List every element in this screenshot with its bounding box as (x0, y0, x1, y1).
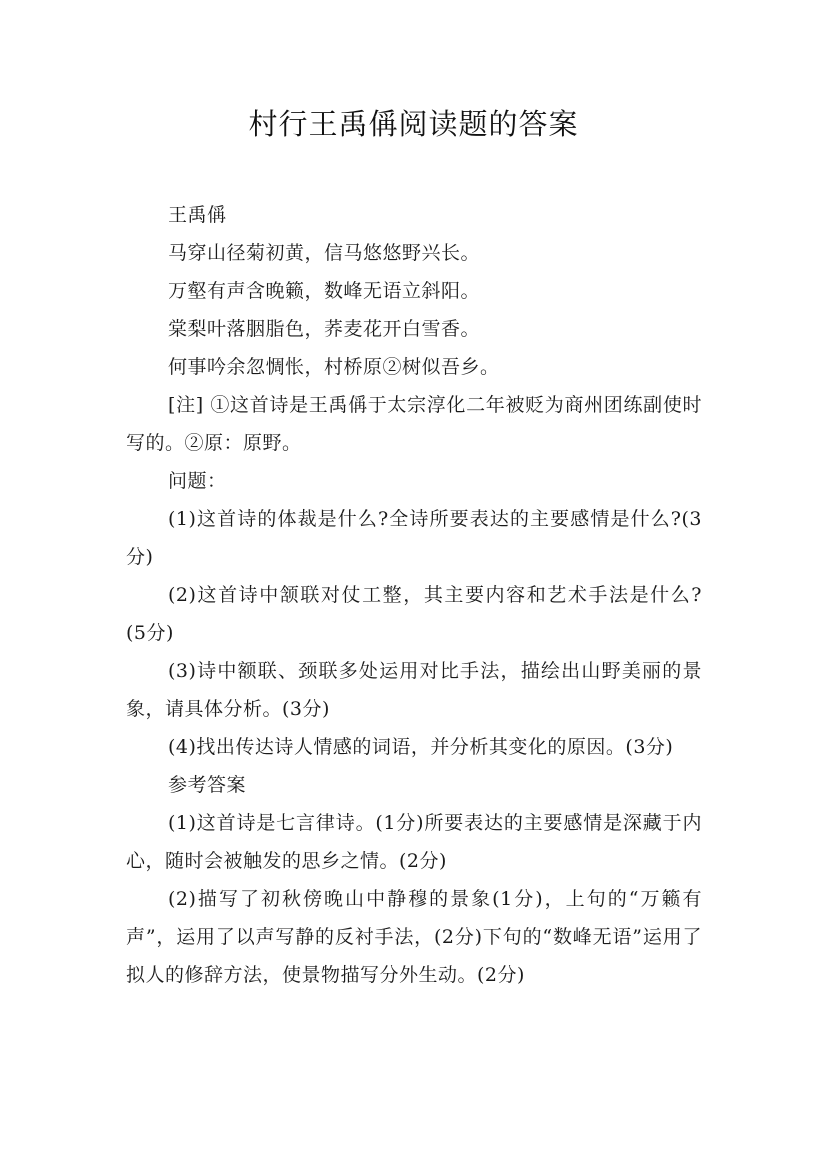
document-body (126, 196, 702, 994)
question-1: (1)这首诗的体裁是什么?全诗所要表达的主要感情是什么?(3分) (126, 508, 702, 568)
answers-heading: 参考答案 (168, 774, 247, 796)
question-3: (3)诗中额联、颈联多处运用对比手法，描绘出山野美丽的景象，请具体分析。(3分) (126, 660, 702, 720)
poem-line-1: 马穿山径菊初黄，信马悠悠野兴长。 (168, 242, 481, 264)
question-4: (4)找出传达诗人情感的词语，并分析其变化的原因。(3分) (168, 736, 674, 758)
question-2: (2)这首诗中颔联对仗工整，其主要内容和艺术手法是什么? (5分) (126, 584, 702, 644)
answer-2: (2)描写了初秋傍晚山中静穆的景象(1分)，上句的“万籁有声”，运用了以声写静的反衬手法，(2分)下句的“数峰无语”运用了拟人的修辞方法，使景物描写分外生动。(2分) (126, 888, 702, 986)
poem-line-2: 万壑有声含晚籁，数峰无语立斜阳。 (168, 280, 481, 302)
document-title: 村行王禹偁阅读题的答案 (248, 107, 579, 141)
poem-line-3: 棠梨叶落胭脂色，荞麦花开白雪香。 (168, 318, 481, 340)
answer-1: (1)这首诗是七言律诗。(1分)所要表达的主要感情是深藏于内心，随时会被触发的思乡之情。(2分) (126, 812, 702, 872)
poem-line-4: 何事吟余忽惆怅，村桥原②树似吾乡。 (168, 356, 500, 378)
poem-author: 王禹偁 (168, 204, 227, 226)
questions-heading: 问题： (168, 470, 227, 492)
poem-note: [注] ①这首诗是王禹偁于太宗淳化二年被贬为商州团练副使时写的。②原：原野。 (126, 394, 702, 454)
